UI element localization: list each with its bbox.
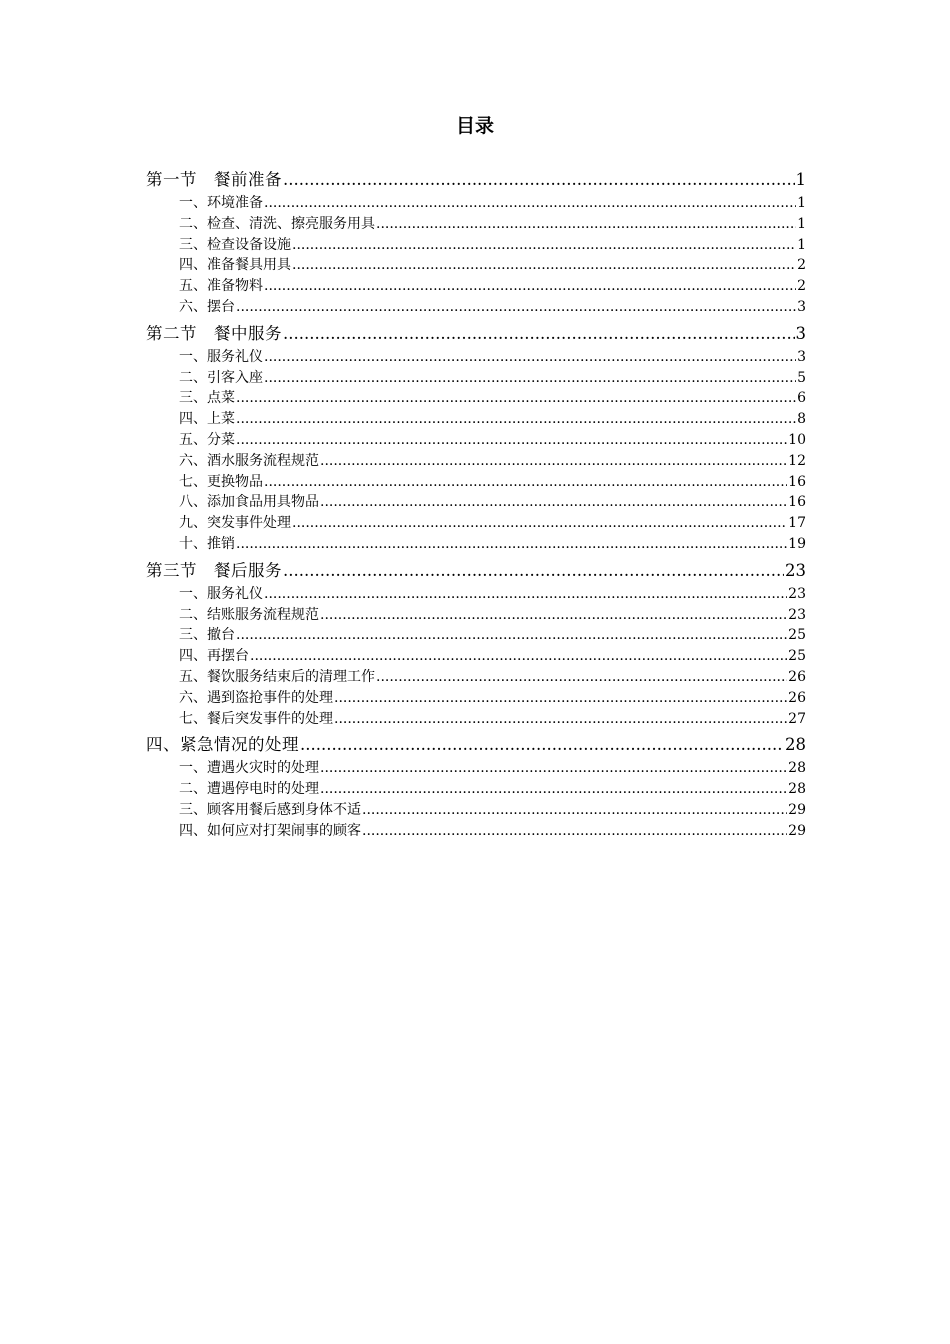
toc-entry-label: 第三节 餐后服务 [146,560,282,580]
toc-subsection-entry[interactable] [146,625,806,646]
toc-dot-leader [362,800,787,821]
toc-dot-leader [292,513,787,534]
toc-dot-leader [264,347,796,368]
toc-subsection-entry[interactable] [146,605,806,626]
toc-entry-label: 五、分菜 [179,431,235,448]
toc-page-number: 1 [797,215,806,232]
toc-entry-label: 一、遭遇火灾时的处理 [179,760,319,777]
toc-page-number: 2 [797,257,806,274]
toc-dot-leader [376,667,787,688]
toc-entry-label: 五、餐饮服务结束后的清理工作 [179,668,375,685]
toc-subsection-entry[interactable] [146,193,806,214]
toc-entry-label: 七、餐后突发事件的处理 [179,710,333,727]
toc-dot-leader [236,534,787,555]
toc-entry-label: 六、摆台 [179,298,235,315]
toc-subsection-entry[interactable] [146,821,806,842]
toc-page-number: 3 [795,323,806,343]
toc-subsection-entry[interactable] [146,667,806,688]
toc-subsection-entry[interactable] [146,513,806,534]
toc-entry-label: 第一节 餐前准备 [146,170,282,189]
toc-dot-leader [292,235,796,256]
toc-subsection-entry[interactable] [146,409,806,430]
toc-subsection-entry[interactable] [146,255,806,276]
toc-page-number: 23 [788,585,806,602]
toc-subsection-entry[interactable] [146,472,806,493]
toc-dot-leader [320,492,787,513]
toc-entry-label: 三、顾客用餐后感到身体不适 [179,801,361,818]
toc-section-entry[interactable] [146,167,806,193]
toc-entry-label: 四、再摆台 [179,648,249,665]
toc-dot-leader [334,709,787,730]
toc-page-number: 29 [788,801,806,818]
toc-entry-label: 九、突发事件处理 [179,515,291,532]
toc-section-entry[interactable] [146,558,806,584]
toc-page-number: 19 [788,535,806,552]
toc-subsection-entry[interactable] [146,214,806,235]
toc-page-number: 6 [797,390,806,407]
toc-entry-label: 三、点菜 [179,390,235,407]
toc-dot-leader [334,688,787,709]
toc-page-number: 29 [788,822,806,839]
toc-page-number: 23 [788,606,806,623]
toc-page-number: 16 [788,494,806,511]
toc-dot-leader [292,255,796,276]
toc-subsection-entry[interactable] [146,368,806,389]
toc-page-number: 2 [797,278,806,295]
toc-dot-leader [320,451,787,472]
toc-entry-label: 一、服务礼仪 [179,585,263,602]
toc-subsection-entry[interactable] [146,297,806,318]
toc-page-number: 28 [788,781,806,798]
toc-dot-leader [236,297,796,318]
toc-page-number: 26 [788,668,806,685]
toc-page-number: 26 [788,689,806,706]
toc-page-number: 12 [788,452,806,469]
toc-dot-leader [264,276,796,297]
toc-dot-leader [300,732,784,758]
toc-section-entry[interactable] [146,321,806,347]
toc-page-number: 16 [788,473,806,490]
toc-entry-label: 六、酒水服务流程规范 [179,452,319,469]
toc-page-number: 27 [788,710,806,727]
toc-dot-leader [283,167,795,193]
toc-page-number: 1 [797,236,806,253]
toc-dot-leader [283,558,784,584]
toc-subsection-entry[interactable] [146,492,806,513]
toc-entry-label: 二、引客入座 [179,369,263,386]
toc-page-number: 25 [788,648,806,665]
toc-dot-leader [320,779,787,800]
toc-subsection-entry[interactable] [146,430,806,451]
toc-subsection-entry[interactable] [146,451,806,472]
toc-subsection-entry[interactable] [146,276,806,297]
toc-entry-label: 四、上菜 [179,411,235,428]
toc-page-number: 23 [785,560,806,580]
toc-entry-label: 二、检查、清洗、擦亮服务用具 [179,215,375,232]
toc-entry-label: 八、添加食品用具物品 [179,494,319,511]
toc-section-entry[interactable] [146,732,806,758]
toc-entry-label: 四、如何应对打架闹事的顾客 [179,822,361,839]
toc-page-number: 5 [797,369,806,386]
toc-dot-leader [264,472,787,493]
toc-dot-leader [236,625,787,646]
toc-entry-label: 二、结账服务流程规范 [179,606,319,623]
toc-dot-leader [362,821,787,842]
toc-entry-label: 第二节 餐中服务 [146,323,282,343]
toc-dot-leader [283,321,795,347]
toc-entry-label: 三、检查设备设施 [179,236,291,253]
toc-page-number: 28 [788,760,806,777]
toc-entry-label: 二、遭遇停电时的处理 [179,781,319,798]
toc-entry-label: 十、推销 [179,535,235,552]
toc-page-number: 1 [797,195,806,211]
toc-subsection-entry[interactable] [146,388,806,409]
toc-dot-leader [236,409,796,430]
toc-dot-leader [264,193,796,214]
toc-subsection-entry[interactable] [146,646,806,667]
toc-subsection-entry[interactable] [146,235,806,256]
toc-subsection-entry[interactable] [146,800,806,821]
toc-page-number: 10 [788,431,806,448]
toc-dot-leader [320,605,787,626]
toc-subsection-entry[interactable] [146,779,806,800]
toc-title: 目录 [455,115,494,137]
toc-entry-label: 三、撤台 [179,627,235,644]
toc-dot-leader [376,214,796,235]
toc-page-number: 1 [795,170,806,189]
toc-dot-leader [236,388,796,409]
toc-page-number: 28 [785,735,806,755]
toc-dot-leader [264,368,796,389]
toc-dot-leader [236,430,787,451]
toc-subsection-entry[interactable] [146,709,806,730]
toc-entry-label: 一、服务礼仪 [179,348,263,365]
toc-page-number: 25 [788,627,806,644]
toc-dot-leader [250,646,787,667]
toc-subsection-entry[interactable] [146,534,806,555]
toc-page-number: 8 [797,411,806,428]
toc-entry-label: 一、环境准备 [179,195,263,211]
toc-entry-label: 四、紧急情况的处理 [146,735,299,755]
toc-page-number: 3 [797,348,806,365]
toc-entry-label: 五、准备物料 [179,278,263,295]
toc-page-number: 17 [788,515,806,532]
toc-subsection-entry[interactable] [146,347,806,368]
toc-subsection-entry[interactable] [146,758,806,779]
toc-list [146,164,806,842]
toc-dot-leader [264,584,787,605]
toc-dot-leader [320,758,787,779]
toc-subsection-entry[interactable] [146,584,806,605]
toc-subsection-entry[interactable] [146,688,806,709]
toc-entry-label: 七、更换物品 [179,473,263,490]
toc-page-number: 3 [797,298,806,315]
toc-entry-label: 四、准备餐具用具 [179,257,291,274]
toc-entry-label: 六、遇到盗抢事件的处理 [179,689,333,706]
